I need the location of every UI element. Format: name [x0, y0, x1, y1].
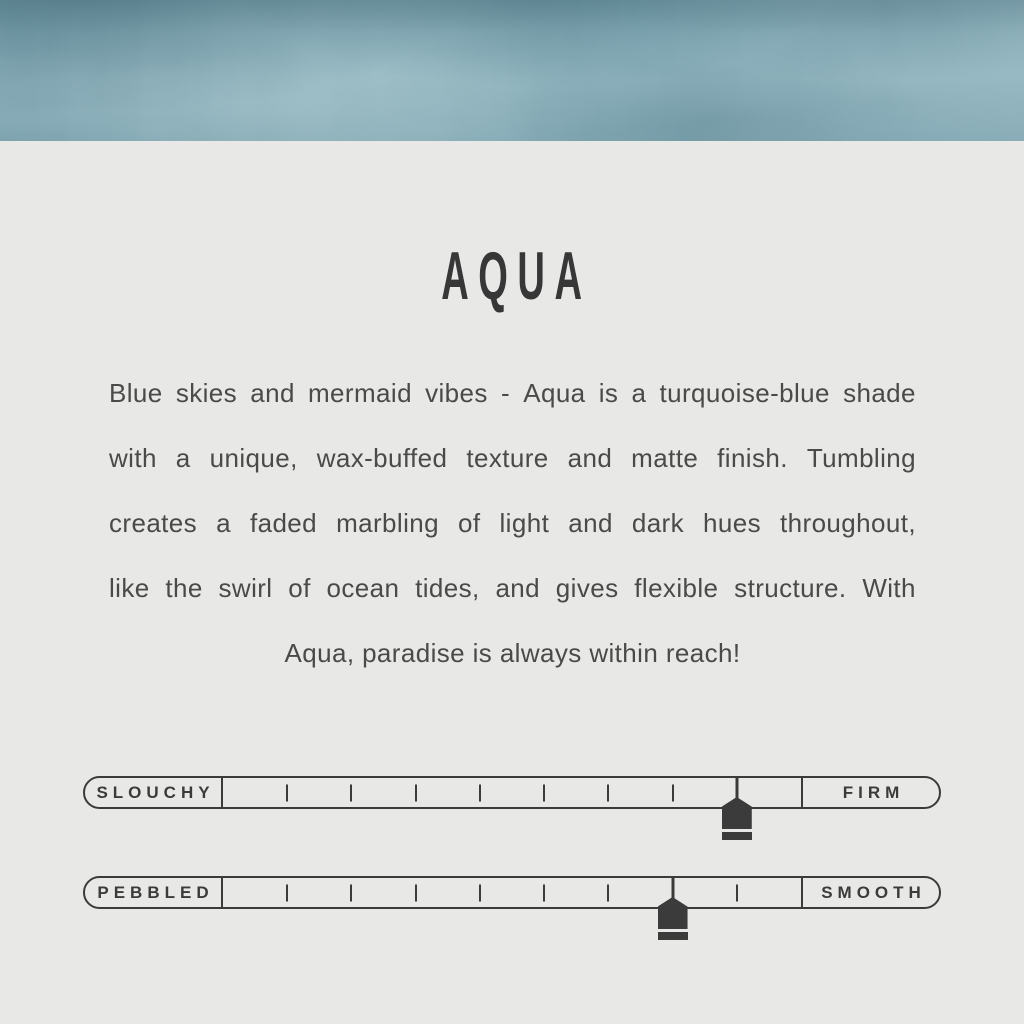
word: and	[568, 508, 613, 538]
tick-mark	[543, 784, 545, 801]
word: wax-buffed	[316, 443, 448, 473]
word: faded	[249, 508, 318, 538]
word: Tumbling	[806, 443, 916, 473]
tick-mark	[286, 884, 288, 901]
tick-mark	[479, 784, 481, 801]
word: light	[499, 508, 550, 538]
word: throughout,	[780, 508, 916, 538]
marker-bar	[722, 832, 752, 840]
word: matte	[631, 443, 699, 473]
word: with	[109, 443, 157, 473]
word: mermaid	[308, 378, 412, 408]
tick-mark	[415, 784, 417, 801]
color-description	[109, 361, 916, 686]
tick-mark	[607, 884, 609, 901]
scale-track	[223, 878, 801, 907]
tick-mark	[415, 884, 417, 901]
word: marbling	[336, 508, 439, 538]
marker-bar	[658, 932, 688, 940]
description-line	[109, 556, 916, 621]
word: and	[495, 573, 541, 603]
word: dark	[631, 508, 685, 538]
word: and	[567, 443, 613, 473]
marker-nib	[722, 797, 752, 829]
word: ocean	[326, 573, 400, 603]
word: shade	[843, 378, 916, 408]
tick-mark	[736, 884, 738, 901]
tick-mark	[350, 884, 352, 901]
word: a	[216, 508, 231, 538]
texture-shading-overlay	[0, 0, 1024, 141]
structure-scale	[83, 776, 941, 809]
scale-marker-icon	[658, 876, 688, 940]
scale-track	[223, 778, 801, 807]
word: Aqua	[523, 378, 586, 408]
word: unique,	[209, 443, 298, 473]
word: and	[250, 378, 295, 408]
word: a	[175, 443, 191, 473]
tick-mark	[350, 784, 352, 801]
marker-stem	[735, 778, 738, 798]
word: flexible	[634, 573, 719, 603]
description-line	[109, 361, 916, 426]
marker-nib	[658, 897, 688, 929]
description-line-last: Aqua, paradise is always within reach!	[284, 638, 741, 668]
word: With	[862, 573, 916, 603]
word: finish.	[717, 443, 788, 473]
tick-mark	[543, 884, 545, 901]
scale-label-pebbled: PEBBLED	[85, 878, 223, 907]
tick-mark	[286, 784, 288, 801]
texture-scale	[83, 876, 941, 909]
word: Blue	[109, 378, 163, 408]
word: -	[500, 378, 511, 408]
word: the	[165, 573, 203, 603]
word: like	[109, 573, 150, 603]
word: of	[458, 508, 481, 538]
scale-marker-icon	[722, 776, 752, 840]
marker-stem	[671, 878, 674, 898]
description-line	[109, 491, 916, 556]
word: creates	[109, 508, 198, 538]
word: hues	[703, 508, 762, 538]
scale-label-slouchy: SLOUCHY	[85, 778, 223, 807]
tick-mark	[672, 784, 674, 801]
word: of	[288, 573, 311, 603]
word: is	[598, 378, 619, 408]
description-line	[109, 426, 916, 491]
word: tides,	[415, 573, 480, 603]
leather-texture-image	[0, 0, 1024, 141]
word: turquoise-blue	[659, 378, 830, 408]
word: skies	[175, 378, 238, 408]
color-name-title	[0, 238, 1024, 314]
color-name-text: AQUA	[441, 238, 592, 314]
word: a	[631, 378, 647, 408]
word: vibes	[425, 378, 488, 408]
word: structure.	[734, 573, 847, 603]
word: gives	[555, 573, 619, 603]
word: swirl	[218, 573, 273, 603]
tick-mark	[607, 784, 609, 801]
tick-mark	[479, 884, 481, 901]
word: texture	[466, 443, 549, 473]
scale-label-firm: FIRM	[801, 778, 939, 807]
scale-label-smooth: SMOOTH	[801, 878, 939, 907]
